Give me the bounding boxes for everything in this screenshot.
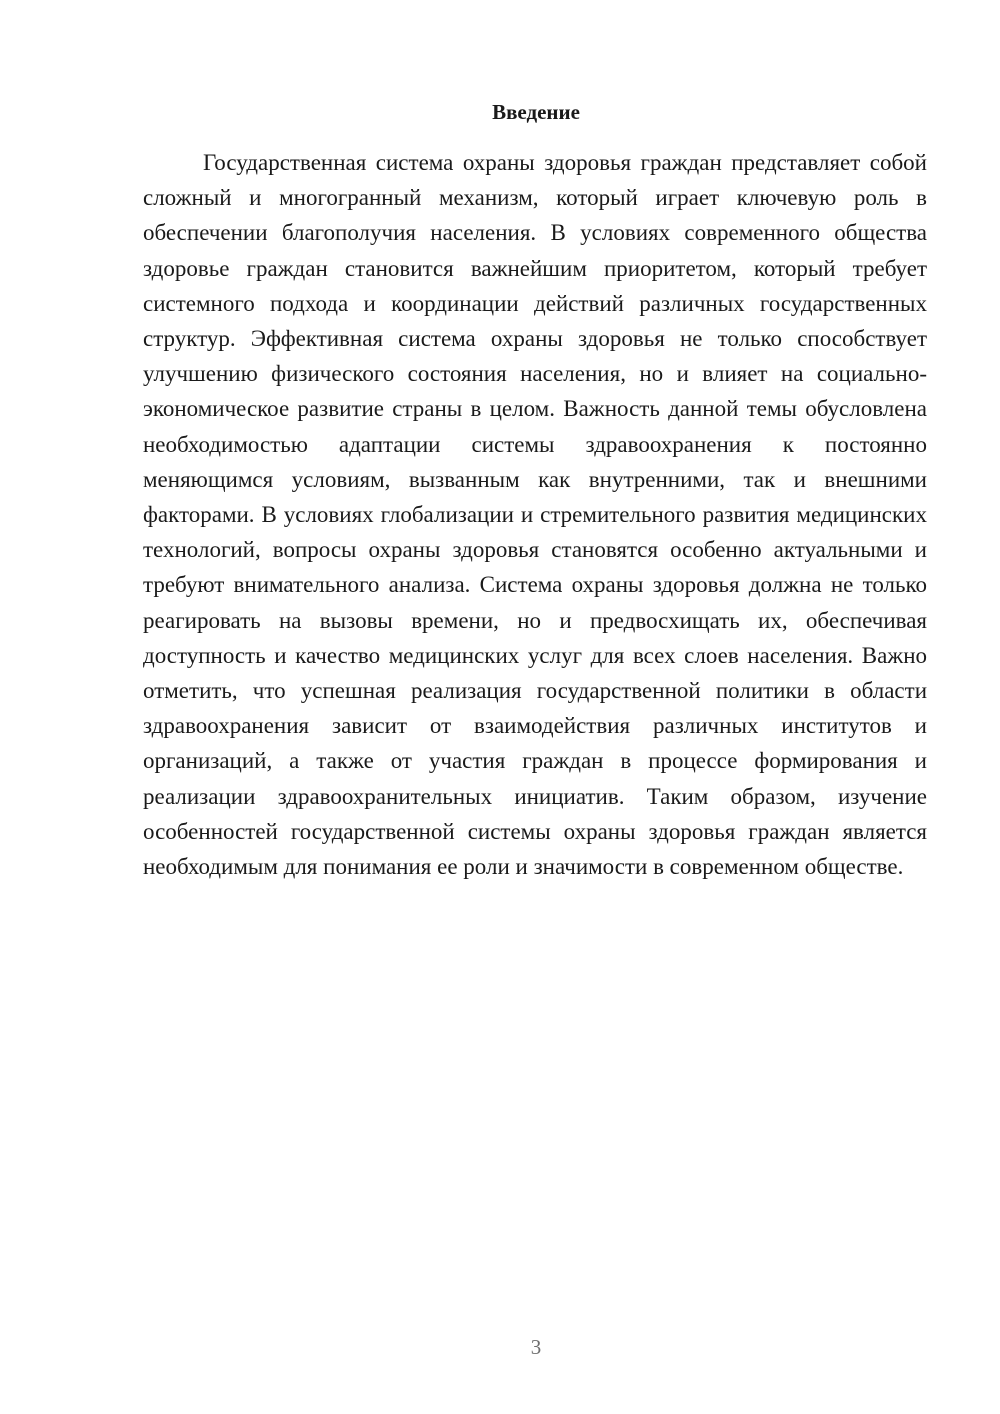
body-paragraph: Государственная система охраны здоровья граждан представляет собой сложный и многогранный механизм, который играет ключевую роль в обеспечении благополучия населения. В условиях современного общества здоровье граждан становится важнейшим приоритетом, который требует системного подхода и координации действий различных государственных структур. Эффективная система охраны здоровья не только способствует улучшению физического состояния населения, но и влияет на социально-экономическое развитие страны в целом. Важность данной темы обусловлена необходимостью адаптации системы здравоохранения к постоянно меняющимся условиям, вызванным как внутренними, так и внешними факторами. В условиях глобализации и стремительного развития медицинских технологий, вопросы охраны здоровья становятся особенно актуальными и требуют внимательного анализа. Система охраны здоровья должна не только реагировать на вызовы времени, но и предвосхищать их, обеспечивая доступность и качество медицинских услуг для всех слоев населения. Важно отметить, что успешная реализация государственной политики в области здравоохранения зависит от взаимодействия различных институтов и организаций, а также от участия граждан в процессе формирования и реализации здравоохранительных инициатив. Таким образом, изучение особенностей государственной системы охраны здоровья граждан является необходимым для понимания ее роли и значимости в современном обществе.	[143, 150, 927, 880]
page-number: 3	[530, 1335, 542, 1359]
section-heading: Введение	[492, 100, 580, 124]
